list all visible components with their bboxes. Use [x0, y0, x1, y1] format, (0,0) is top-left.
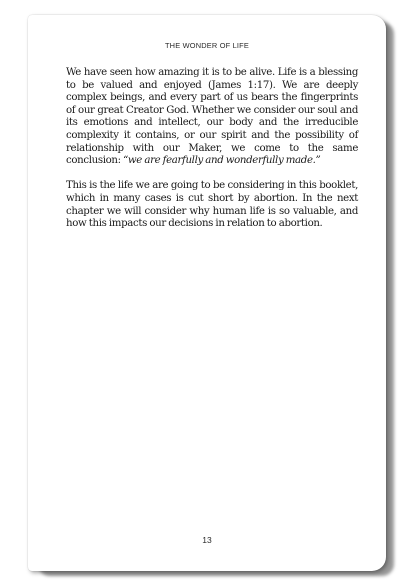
scripture-quote: “we are fearfully and wonderfully made.” — [123, 155, 321, 167]
body-text — [66, 67, 358, 243]
paragraph-2: This is the life we are going to be considering in this booklet, which in many cases is cut short by abortion. In the next chapter we will consider why human life is so valuable, and how this impacts our decisions in relation to abortion. — [66, 180, 358, 230]
paragraph-1-text: We have seen how amazing it is to be alive. Life is a blessing to be valued and enjoyed (James 1:17). We are deeply complex beings, and every part of us bears the fingerprints of our great Creator God. Whether we consider our soul and its emotions and intellect, our body and the irreducible complexity it contains, or our spirit and the possibility of relationship with our Maker, we come to the same conclusion: — [66, 67, 358, 167]
paragraph-1 — [66, 67, 358, 168]
page-number: 13 — [202, 535, 212, 545]
book-page — [28, 15, 386, 571]
running-head: THE WONDER OF LIFE — [164, 41, 250, 50]
